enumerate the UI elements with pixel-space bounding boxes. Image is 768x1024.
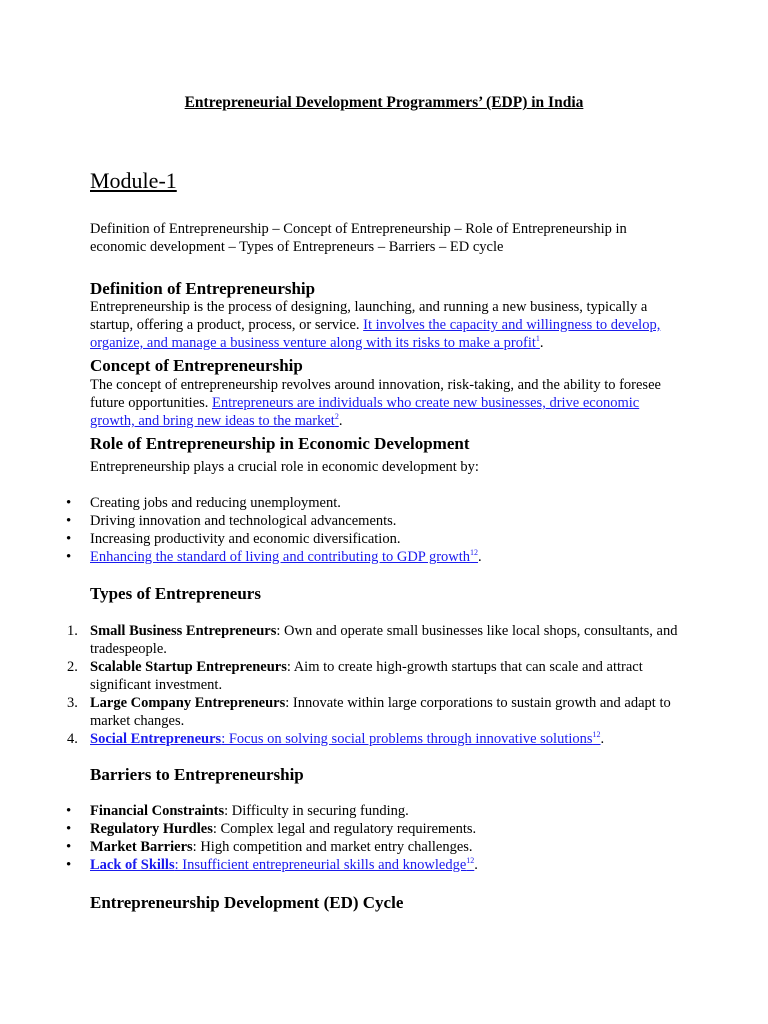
module-heading: Module-1: [90, 168, 177, 193]
module-syllabus: Definition of Entrepreneurship – Concept of Entrepreneurship – Role of Entrepreneurship in economic development – Types of Entrepreneurs – Barriers – ED cycle: [90, 221, 627, 255]
lack-of-skills-link[interactable]: Lack of Skills: Insufficient entrepreneurial skills and knowledge$^{12}$: [90, 856, 475, 873]
types-list: [67, 622, 680, 748]
list-item: 2. Scalable Startup Entrepreneurs: Aim to create high-growth startups that can scale and attract significant investment.: [67, 659, 643, 693]
ed-cycle-heading: Entrepreneurship Development (ED) Cycle: [90, 893, 404, 912]
list-item: • Regulatory Hurdles: Complex legal and regulatory requirements.: [90, 820, 680, 838]
list-item: • Market Barriers: High competition and market entry challenges.: [90, 838, 680, 856]
list-item: • Increasing productivity and economic diversification.: [90, 530, 680, 548]
list-item: 1. Small Business Entrepreneurs: Own and operate small businesses like local shops, consultants, and tradespeople.: [67, 623, 678, 657]
concept-heading: Concept of Entrepreneurship: [90, 356, 303, 375]
social-entrepreneurs-link[interactable]: Social Entrepreneurs: Focus on solving social problems through innovative solutions$^{12}$: [90, 730, 601, 747]
definition-text: Entrepreneurship is the process of designing, launching, and running a new business, typically a startup, offering a product, process, or service.: [90, 299, 648, 333]
barriers-heading: Barriers to Entrepreneurship: [90, 765, 304, 784]
document-title: Entrepreneurial Development Programmers’ (EDP) in India: [184, 94, 584, 111]
list-item-link: • Enhancing the standard of living and contributing to GDP growth$^{12}$.: [90, 548, 680, 566]
definition-heading: Definition of Entrepreneurship: [90, 279, 316, 298]
barriers-list: [90, 802, 680, 874]
concept-ref[interactable]: 2: [334, 412, 339, 422]
concept-text: The concept of entrepreneurship revolves around innovation, risk-taking, and the ability to foresee future opportunities.: [90, 377, 661, 411]
list-item-link: • Lack of Skills: Insufficient entrepreneurial skills and knowledge$^{12}$.: [90, 856, 680, 874]
role-list: [90, 494, 680, 566]
list-item-link: 4. Social Entrepreneurs: Focus on solving social problems through innovative solutions$^{12}$.: [67, 730, 605, 747]
definition-paragraph: Entrepreneurship is the process of designing, launching, and running a new business, typically a startup, offering a product, process, or service. It involves the capacity and willingness to develop, organize, and manage a business venture along with its risks to make a profit$^1$.: [90, 299, 661, 351]
list-item: • Financial Constraints: Difficulty in securing funding.: [90, 802, 680, 820]
list-item: • Creating jobs and reducing unemployment.: [90, 494, 680, 512]
list-item: • Driving innovation and technological advancements.: [90, 512, 680, 530]
gdp-growth-link[interactable]: Enhancing the standard of living and contributing to GDP growth$^{12}$: [90, 548, 479, 565]
list-item: 3. Large Company Entrepreneurs: Innovate within large corporations to sustain growth and adapt to market changes.: [67, 695, 671, 729]
definition-link[interactable]: It involves the capacity and willingness to develop, organize, and manage a business venture along with its risks to make a profit$^1$: [90, 317, 661, 351]
role-intro: Entrepreneurship plays a crucial role in economic development by:: [90, 459, 479, 475]
concept-link[interactable]: Entrepreneurs are individuals who create new businesses, drive economic growth, and bring new ideas to the market$^2$: [90, 395, 640, 429]
role-heading: Role of Entrepreneurship in Economic Development: [90, 434, 470, 453]
concept-paragraph: The concept of entrepreneurship revolves around innovation, risk-taking, and the ability to foresee future opportunities. Entrepreneurs are individuals who create new businesses, drive economic growth, and bring new ideas to the market$^2$.: [90, 377, 661, 429]
definition-ref[interactable]: 1: [535, 334, 540, 344]
types-heading: Types of Entrepreneurs: [90, 584, 261, 603]
